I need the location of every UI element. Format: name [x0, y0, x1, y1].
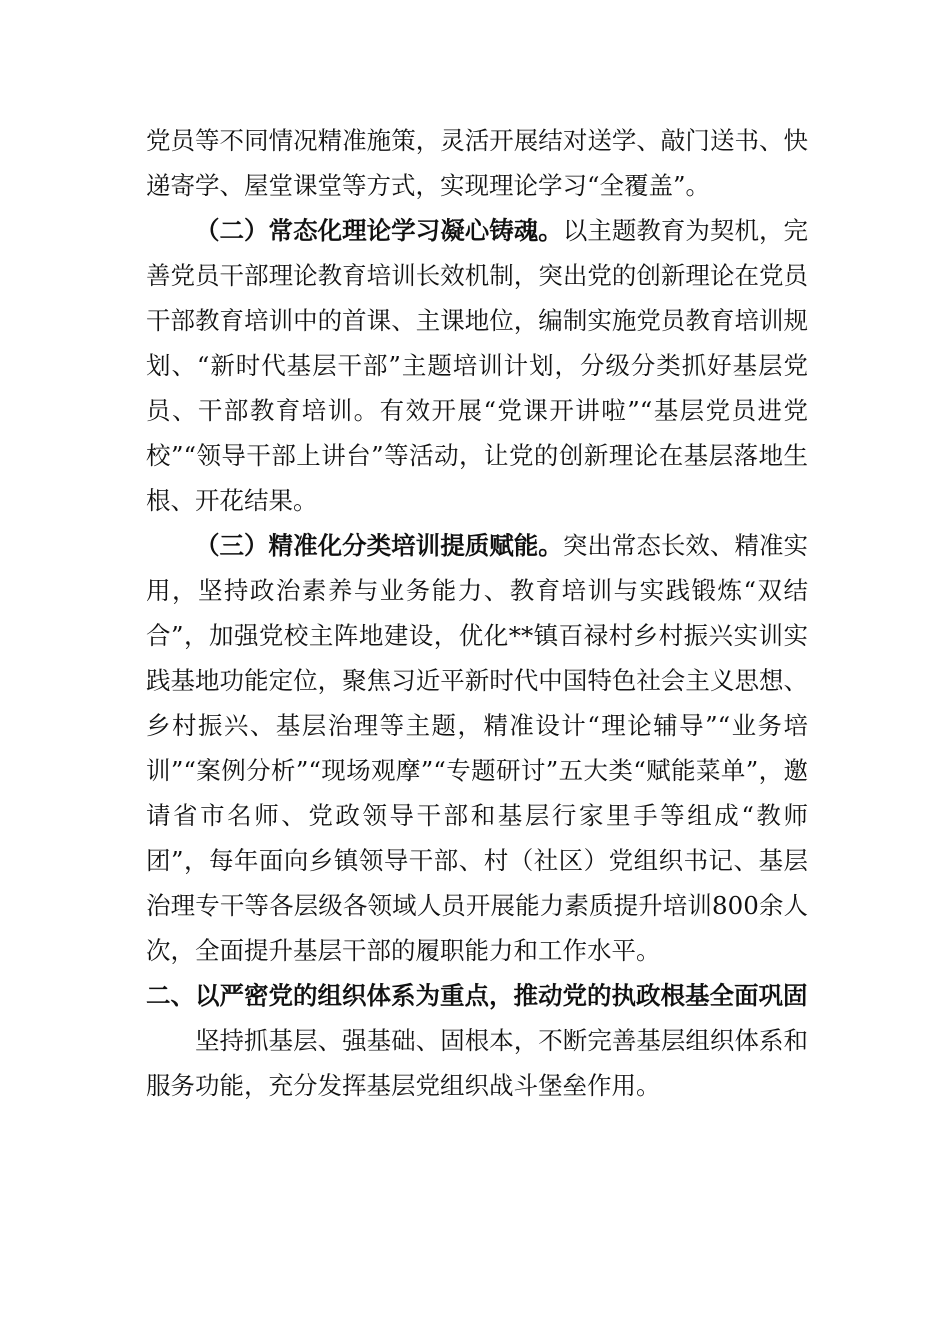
sub-item-heading: （三）精准化分类培训提质赋能。 [195, 531, 563, 560]
paragraph-text: 坚持抓基层、强基础、固根本，不断完善基层组织体系和服务功能，充分发挥基层党组织战斗堡垒作用。 [146, 1026, 808, 1100]
paragraph-text: 以主题教育为契机，完善党员干部理论教育培训长效机制，突出党的创新理论在党员干部教育培训中的首课、主课地位，编制实施党员教育培训规划、“新时代基层干部”主题培训计划，分级分类抓好基层党员、干部教育培训。有效开展“党课开讲啦”“基层党员进党校”“领导干部上讲台”等活动，让党的创新理论在基层落地生根、开花结果。 [146, 216, 808, 515]
paragraph-continuation [146, 118, 808, 208]
paragraph-sub-item-3 [146, 523, 808, 973]
sub-item-heading: （二）常态化理论学习凝心铸魂。 [195, 216, 563, 245]
paragraph-sub-item-2 [146, 208, 808, 523]
document-body [146, 118, 808, 1108]
paragraph-text: 突出常态长效、精准实用，坚持政治素养与业务能力、教育培训与实践锻炼“双结合”，加强党校主阵地建设，优化**镇百禄村乡村振兴实训实践基地功能定位，聚焦习近平新时代中国特色社会主义思想、乡村振兴、基层治理等主题，精准设计“理论辅导”“业务培训”“案例分析”“现场观摩”“专题研讨”五大类“赋能菜单”，邀请省市名师、党政领导干部和基层行家里手等组成“教师团”，每年面向乡镇领导干部、村（社区）党组织书记、基层治理专干等各层级各领域人员开展能力素质提升培训800余人次，全面提升基层干部的履职能力和工作水平。 [146, 531, 808, 965]
paragraph-text: 党员等不同情况精准施策，灵活开展结对送学、敲门送书、快递寄学、屋堂课堂等方式，实现理论学习“全覆盖”。 [146, 126, 808, 200]
section-heading: 二、以严密党的组织体系为重点，推动党的执政根基全面巩固 [146, 981, 808, 1010]
paragraph-section-intro [146, 1018, 808, 1108]
